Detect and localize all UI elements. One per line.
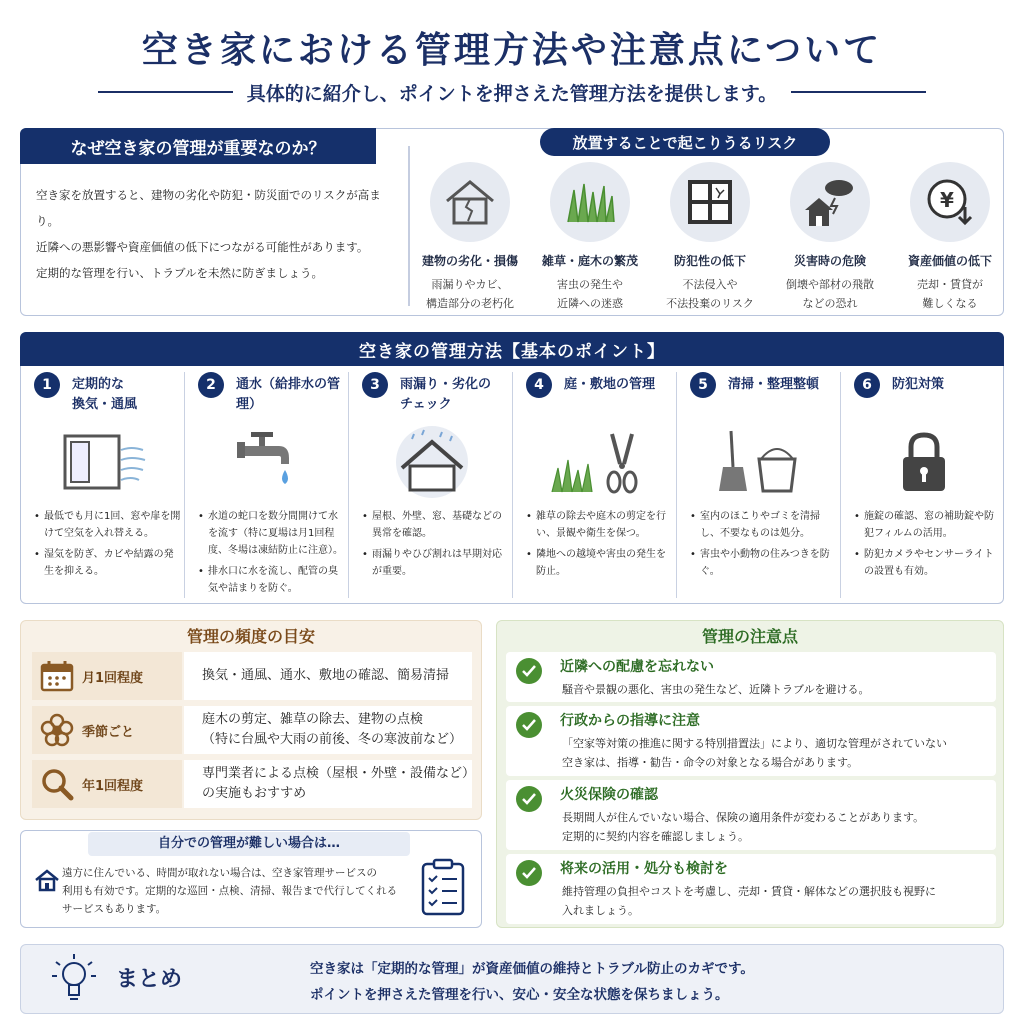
method-divider	[840, 372, 841, 598]
method-card	[22, 366, 186, 602]
method-bullets	[854, 508, 1002, 584]
panel-divider	[408, 146, 410, 306]
check-icon	[516, 786, 542, 812]
method-bullet: • 雑草の除去や庭木の剪定を行い、景観や衛生を保つ。	[526, 508, 674, 542]
risk-desc-line: 害虫の発生や	[557, 278, 623, 291]
risk-title: 雑草・庭木の繁茂	[541, 254, 638, 268]
note-item	[506, 780, 996, 850]
risk-title: 防犯性の低下	[673, 254, 746, 268]
method-bullet: • 害虫や小動物の住みつきを防ぐ。	[690, 546, 838, 580]
checklist-clipboard-icon	[420, 858, 466, 920]
frequency-label-cell	[32, 652, 182, 700]
risk-title: 災害時の危険	[793, 254, 866, 268]
risk-desc-line: 不法侵入や	[682, 278, 738, 291]
method-card	[678, 366, 842, 602]
method-divider	[184, 372, 185, 598]
risk-desc	[892, 275, 1008, 313]
method-bullet: • 湿気を防ぎ、カビや結露の発生を抑える。	[34, 546, 182, 580]
note-title: 将来の活用・処分も検討を	[560, 861, 728, 877]
method-title	[728, 372, 819, 395]
method-divider	[348, 372, 349, 598]
risk-title: 資産価値の低下	[907, 254, 992, 268]
risk-heading: 放置することで起こりうるリスク	[540, 128, 830, 156]
note-item	[506, 652, 996, 702]
risk-title: 建物の劣化・損傷	[421, 254, 518, 268]
subtitle-rule-left	[98, 91, 233, 93]
method-bullets	[690, 508, 838, 584]
method-bullet: • 雨漏りやひび割れは早期対応が重要。	[362, 546, 510, 580]
faucet-icon	[218, 422, 318, 502]
method-card	[350, 366, 514, 602]
risk-desc	[772, 275, 888, 313]
why-heading: なぜ空き家の管理が重要なのか？	[20, 128, 376, 164]
note-text	[562, 734, 988, 772]
summary-text	[310, 956, 754, 1008]
risk-desc-line: 倒壊や部材の飛散	[786, 278, 874, 291]
note-line: 長期間人が住んでいない場合、保険の適用条件が変わることがあります。	[562, 811, 925, 824]
method-bullet: • 屋根、外壁、窓、基礎などの異常を確認。	[362, 508, 510, 542]
frequency-text-line: の実施もおすすめ	[202, 786, 307, 801]
method-title-line: 雨漏り・劣化の	[400, 377, 492, 392]
method-bullets	[34, 508, 182, 584]
frequency-text	[184, 706, 472, 754]
note-item	[506, 706, 996, 776]
notes-heading: 管理の注意点	[701, 627, 798, 646]
note-title: 行政からの指導に注意	[560, 713, 700, 729]
risk-desc-line: 雨漏りやカビ、	[431, 278, 509, 291]
method-title	[236, 372, 350, 415]
subtitle-row	[98, 78, 926, 106]
frequency-row	[32, 760, 476, 808]
frequency-label: 年1回程度	[82, 778, 144, 794]
method-bullets	[526, 508, 674, 584]
page-title: 空き家における管理方法や注意点について	[141, 29, 883, 71]
method-title	[72, 372, 137, 415]
method-number: 5	[690, 372, 716, 398]
method-title-line: チェック	[400, 397, 452, 412]
home-icon	[34, 868, 60, 896]
summary-heading: まとめ	[116, 967, 183, 992]
risk-desc-line: 難しくなる	[922, 297, 978, 310]
note-line: 「空家等対策の推進に関する特別措置法」により、適切な管理がされていない	[562, 737, 947, 750]
method-number: 2	[198, 372, 224, 398]
note-text	[562, 882, 988, 920]
method-bullet: • 水道の蛇口を数分間開けて水を流す（特に夏場は月1回程度、冬場は凍結防止に注意）。	[198, 508, 346, 559]
method-title	[892, 372, 944, 395]
note-title: 近隣への配慮を忘れない	[560, 659, 714, 675]
subtitle-rule-right	[791, 91, 926, 93]
summary-line: ポイントを押さえた管理を行い、安心・安全な状態を保ちましょう。	[310, 987, 729, 1003]
method-title-line: 清掃・整理整頓	[728, 377, 820, 392]
grass-shears-icon	[546, 422, 646, 502]
frequency-label: 季節ごと	[82, 724, 135, 740]
method-bullet: • 施錠の確認、窓の補助錠や防犯フィルムの活用。	[854, 508, 1002, 542]
frequency-label: 月1回程度	[82, 670, 144, 686]
calendar-icon	[32, 660, 82, 692]
note-line: 定期的に契約内容を確認しましょう。	[562, 830, 749, 843]
frequency-label-cell	[32, 706, 182, 754]
method-number: 3	[362, 372, 388, 398]
methods-heading: 空き家の管理方法【基本のポイント】	[20, 332, 1004, 366]
frequency-label-cell	[32, 760, 182, 808]
frequency-row	[32, 706, 472, 754]
method-title-line: 防犯対策	[892, 377, 945, 392]
note-item	[506, 854, 996, 924]
method-bullet: • 排水口に水を流し、配管の臭気や詰まりを防ぐ。	[198, 563, 346, 597]
risk-desc	[412, 275, 528, 313]
broom-bucket-icon	[710, 422, 810, 502]
svg-text:¥: ¥	[940, 188, 954, 212]
padlock-icon	[874, 422, 974, 502]
magnifier-icon	[32, 767, 82, 801]
risk-desc-line: などの恐れ	[802, 297, 858, 310]
method-divider	[512, 372, 513, 598]
risk-item	[892, 162, 1008, 313]
method-title-line: 換気・通風	[72, 397, 138, 412]
method-bullet: • 防犯カメラやセンサーライトの設置も有効。	[854, 546, 1002, 580]
method-bullets	[362, 508, 510, 584]
method-title-line: 通水（給排水の管理）	[236, 377, 341, 412]
yen-down-icon	[910, 162, 990, 242]
method-number: 6	[854, 372, 880, 398]
risk-item	[652, 162, 768, 313]
frequency-text	[184, 652, 472, 700]
house-crack-icon	[430, 162, 510, 242]
risk-desc-line: 近隣への迷惑	[557, 297, 623, 310]
risk-desc	[652, 275, 768, 313]
note-line: 空き家は、指導・勧告・命令の対象となる場合があります。	[562, 756, 859, 769]
risk-desc-line: 不法投棄のリスク	[666, 297, 754, 310]
note-text	[562, 808, 988, 846]
frequency-heading: 管理の頻度の目安	[186, 627, 315, 646]
risk-item	[772, 162, 888, 313]
note-title: 火災保険の確認	[560, 787, 658, 803]
note-line: 維持管理の負担やコストを考慮し、売却・賃貸・解体などの選択肢も視野に	[562, 885, 936, 898]
note-line: 騒音や景観の悪化、害虫の発生など、近隣トラブルを避ける。	[562, 683, 870, 696]
method-title-line: 定期的な	[72, 377, 125, 392]
risk-desc-line: 売却・賃貸が	[917, 278, 983, 291]
check-icon	[516, 658, 542, 684]
summary-line: 空き家は「定期的な管理」が資産価値の維持とトラブル防止のカギです。	[310, 961, 754, 977]
method-bullet: • 室内のほこりやゴミを清掃し、不要なものは処分。	[690, 508, 838, 542]
method-divider	[676, 372, 677, 598]
check-icon	[516, 712, 542, 738]
page-subtitle: 具体的に紹介し、ポイントを押さえた管理方法を提供します。	[246, 82, 778, 105]
difficult-heading: 自分での管理が難しい場合は…	[88, 832, 410, 856]
why-text	[36, 182, 396, 286]
method-bullet: • 最低でも月に1回、窓や扉を開けて空気を入れ替える。	[34, 508, 182, 542]
flower-icon	[32, 713, 82, 747]
frequency-text-line: 専門業者による点検（屋根・外壁・設備など）	[202, 766, 476, 781]
frequency-row	[32, 652, 472, 700]
note-text	[562, 680, 988, 699]
method-title	[400, 372, 491, 415]
window-wind-icon	[54, 422, 154, 502]
check-icon	[516, 860, 542, 886]
lightbulb-icon	[50, 952, 98, 1010]
method-title	[564, 372, 655, 395]
method-bullets	[198, 508, 346, 601]
frequency-text-line: 庭木の剪定、雑草の除去、建物の点検	[202, 712, 424, 727]
weeds-icon	[550, 162, 630, 242]
risk-desc	[532, 275, 648, 313]
method-number: 1	[34, 372, 60, 398]
method-card	[186, 366, 350, 602]
difficult-line: 利用も有効です。定期的な巡回・点検、清掃、報告まで代行してくれる	[62, 885, 398, 897]
method-bullet: • 隣地への越境や害虫の発生を防止。	[526, 546, 674, 580]
risk-item	[412, 162, 528, 313]
difficult-text	[62, 864, 408, 918]
why-line: 近隣への悪影響や資産価値の低下につながる可能性があります。	[36, 240, 369, 254]
method-card	[514, 366, 678, 602]
note-line: 入れましょう。	[562, 904, 639, 917]
method-number: 4	[526, 372, 552, 398]
frequency-text	[184, 760, 476, 808]
method-title-line: 庭・敷地の管理	[564, 377, 656, 392]
frequency-text-line: 換気・通風、通水、敷地の確認、簡易清掃	[202, 668, 450, 683]
frequency-text-line: （特に台風や大雨の前後、冬の寒波前など）	[202, 732, 463, 747]
risk-item	[532, 162, 648, 313]
difficult-line: 遠方に住んでいる、時間が取れない場合は、空き家管理サービスの	[62, 867, 377, 879]
method-card	[842, 366, 1006, 602]
difficult-line: サービスもあります。	[62, 903, 167, 915]
why-line: 定期的な管理を行い、トラブルを未然に防ぎましょう。	[36, 266, 324, 280]
risk-desc-line: 構造部分の老朽化	[426, 297, 514, 310]
rain-house-icon	[382, 422, 482, 502]
why-line: 空き家を放置すると、建物の劣化や防犯・防災面でのリスクが高まり。	[36, 188, 381, 228]
broken-window-icon	[670, 162, 750, 242]
storm-house-icon	[790, 162, 870, 242]
